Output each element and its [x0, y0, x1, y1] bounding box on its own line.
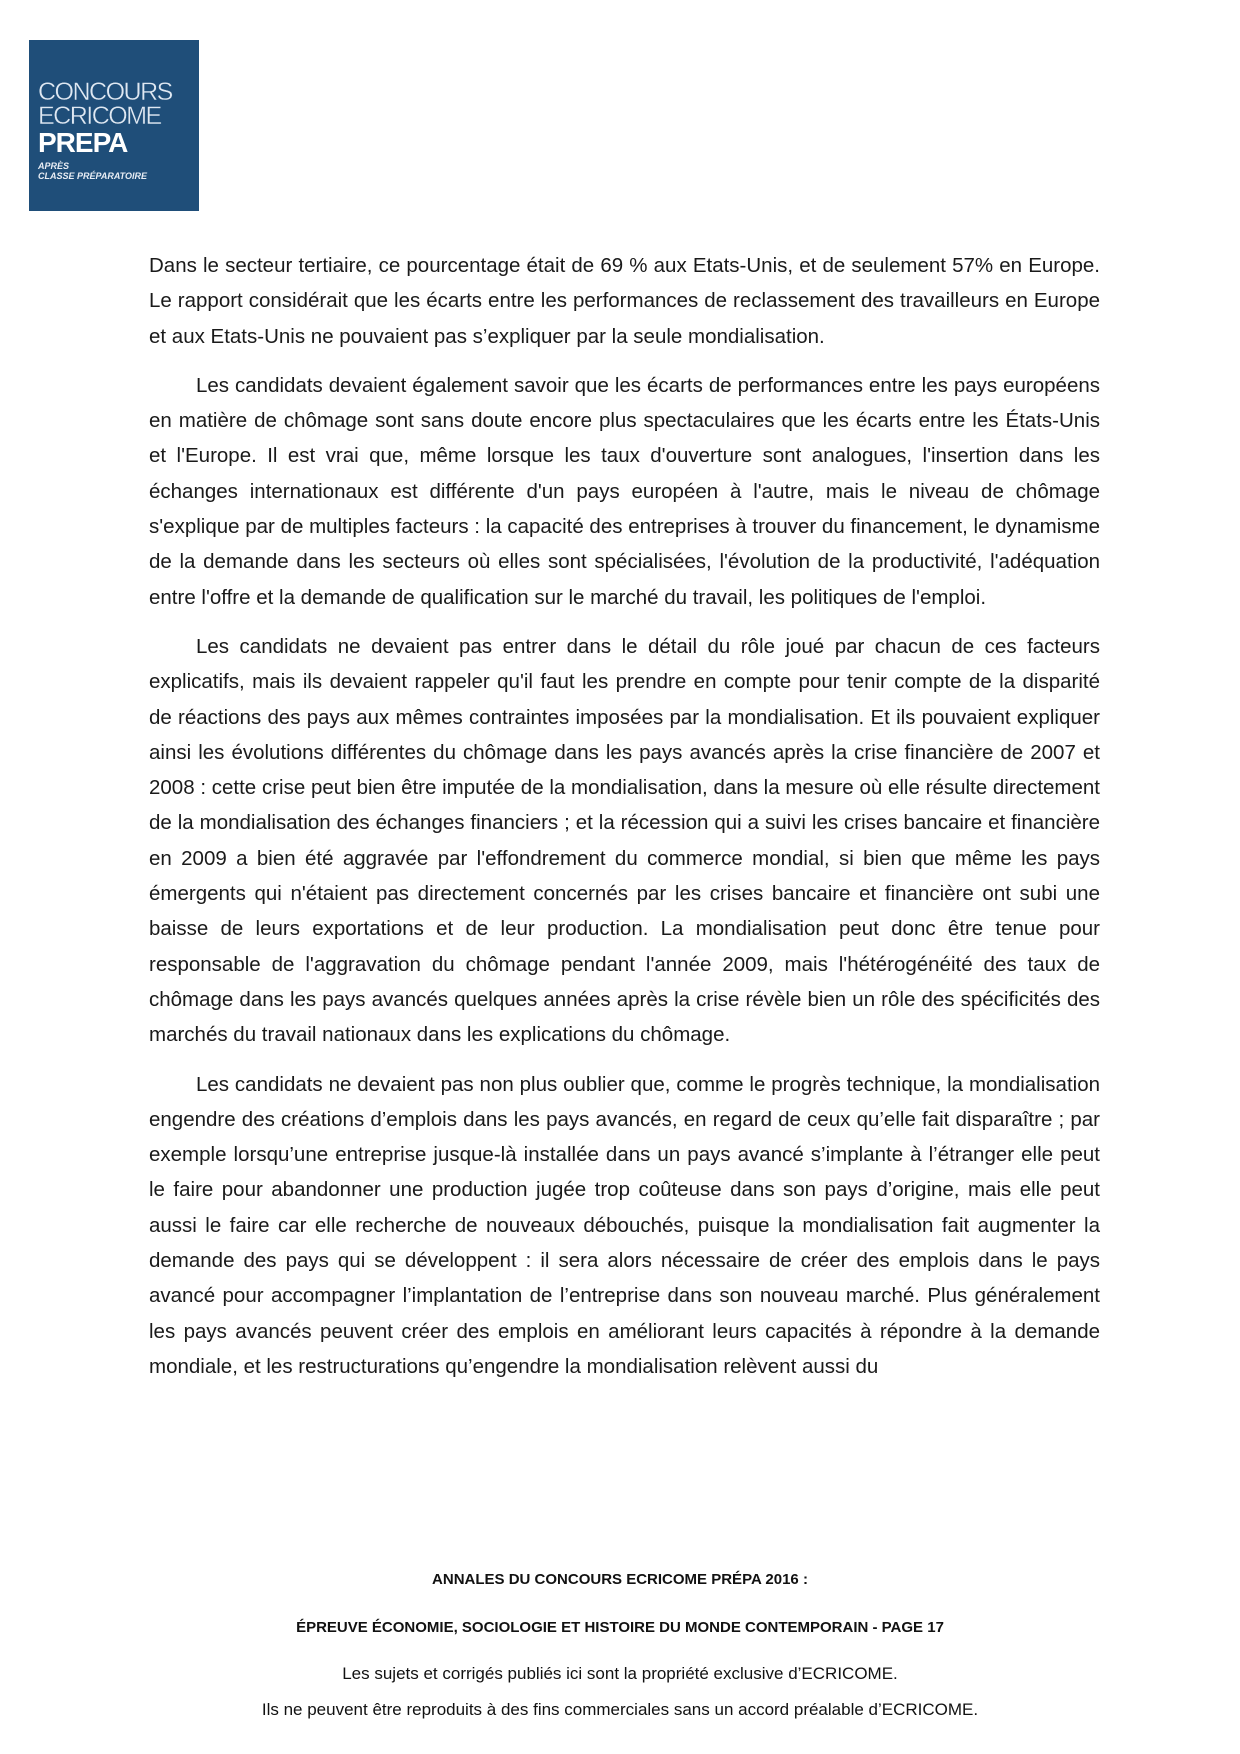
footer-copyright: Les sujets et corrigés publiés ici sont la propriété exclusive d’ECRICOME.: [342, 1664, 898, 1683]
logo-line-ecricome: ECRICOME: [38, 102, 161, 130]
document-body: [149, 248, 1100, 1398]
paragraph-4: Les candidats ne devaient pas non plus oublier que, comme le progrès technique, la mondialisation engendre des créations d’emplois dans les pays avancés, en regard de ceux qu’elle fait disparaître ; par exemple lorsqu’une entreprise jusque-là installée dans un pays avancé s’implante à l’étranger elle peut le faire pour abandonner une production jugée trop coûteuse dans son pays d’origine, mais elle peut aussi le faire car elle recherche de nouveaux débouchés, puisque la mondialisation fait augmenter la demande des pays qui se développent : il sera alors nécessaire de créer des emplois dans le pays avancé pour accompagner l’implantation de l’entreprise dans son nouveau marché. Plus généralement les pays avancés peuvent créer des emplois en améliorant leurs capacités à répondre à la demande mondiale, et les restructurations qu’engendre la mondialisation relèvent aussi du: [149, 1072, 1100, 1378]
logo-line-apres: APRÈS: [38, 161, 70, 171]
footer-reproduction-notice: Ils ne peuvent être reproduits à des fins commerciales sans un accord préalable d’ECRICOME.: [261, 1700, 979, 1719]
footer-annales-title: ANNALES DU CONCOURS ECRICOME PRÉPA 2016 :: [432, 1571, 808, 1588]
paragraph-1: Dans le secteur tertiaire, ce pourcentage était de 69 % aux Etats-Unis, et de seulement 57% en Europe. Le rapport considérait que les écarts entre les performances de reclassement des travailleurs en Europe et aux Etats-Unis ne pouvaient pas s’expliquer par la seule mondialisation.: [149, 254, 1100, 348]
paragraph-3: Les candidats ne devaient pas entrer dans le détail du rôle joué par chacun de ces facteurs explicatifs, mais ils devaient rappeler qu'il faut les prendre en compte pour tenir compte de la disparité de réactions des pays aux mêmes contraintes imposées par la mondialisation. Et ils pouvaient expliquer ainsi les évolutions différentes du chômage dans les pays avancés après la crise financière de 2007 et 2008 : cette crise peut bien être imputée de la mondialisation, dans la mesure où elle résulte directement de la mondialisation des échanges financiers ; et la récession qui a suivi les crises bancaire et financière en 2009 a bien été aggravée par l'effondrement du commerce mondial, si bien que même les pays émergents qui n'étaient pas directement concernés par les crises bancaire et financière ont subi une baisse de leurs exportations et de leur production. La mondialisation peut donc être tenue pour responsable de l'aggravation du chômage pendant l'année 2009, mais l'hétérogénéité des taux de chômage dans les pays avancés quelques années après la crise révèle bien un rôle des spécificités des marchés du travail nationaux dans les explications du chômage.: [149, 634, 1100, 1047]
logo-line-prepa: PREPA: [38, 127, 128, 158]
logo-line-concours: CONCOURS: [38, 78, 172, 106]
footer-epreuve-page: ÉPREUVE ÉCONOMIE, SOCIOLOGIE ET HISTOIRE DU MONDE CONTEMPORAIN - PAGE 17: [296, 1619, 944, 1636]
paragraph-2: Les candidats devaient également savoir que les écarts de performances entre les pays européens en matière de chômage sont sans doute encore plus spectaculaires que les écarts entre les États-Unis et l'Europe. Il est vrai que, même lorsque les taux d'ouverture sont analogues, l'insertion dans les échanges internationaux est différente d'un pays européen à l'autre, mais le niveau de chômage s'explique par de multiples facteurs : la capacité des entreprises à trouver du financement, le dynamisme de la demande dans les secteurs où elles sont spécialisées, l'évolution de la productivité, l'adéquation entre l'offre et la demande de qualification sur le marché du travail, les politiques de l'emploi.: [149, 373, 1100, 609]
ecricome-logo: [29, 40, 199, 211]
logo-line-classe-preparatoire: CLASSE PRÉPARATOIRE: [38, 171, 148, 181]
